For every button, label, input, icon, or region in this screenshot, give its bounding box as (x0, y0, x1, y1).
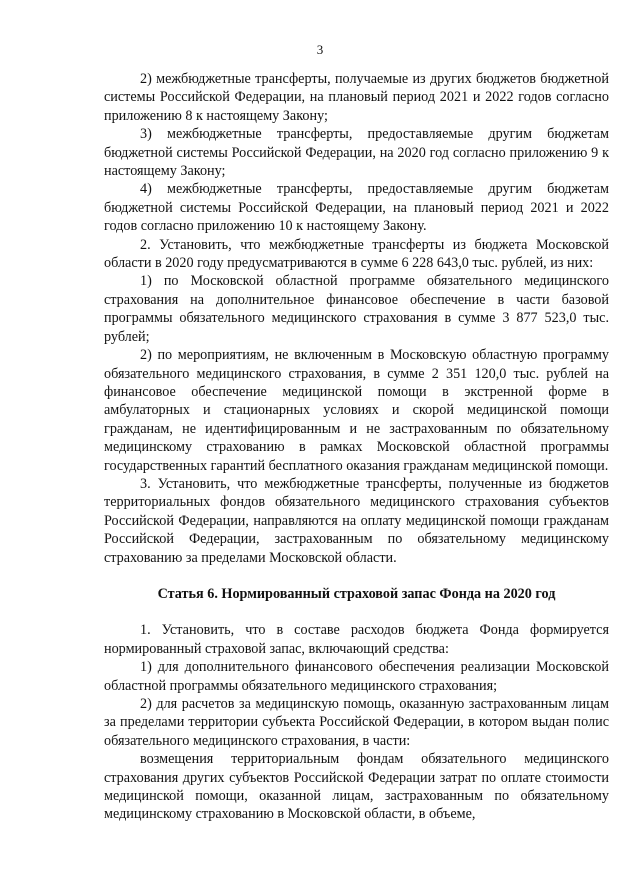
article-heading: Статья 6. Нормированный страховой запас Фонда на 2020 год (157, 585, 556, 602)
paragraph: 1. Установить, что в составе расходов бюджета Фонда формируется нормированный страховой запас, включающий средства: (104, 622, 609, 657)
paragraph: 3. Установить, что межбюджетные трансферты, полученные из бюджетов территориальных фондов обязательного медицинского страхования субъектов Российской Федерации, направляются на оплату медицинской помощи гражданам Российской Федерации, застрахованным по обязательному медицинскому страхованию за пределами Московской области. (104, 475, 609, 566)
document-body (104, 70, 609, 824)
paragraph: 3) межбюджетные трансферты, предоставляемые другим бюджетам бюджетной системы Российской Федерации, на 2020 год согласно приложению 9 к настоящему Закону; (104, 126, 609, 180)
paragraph: 2) по мероприятиям, не включенным в Московскую областную программу обязательного медицинского страхования, в сумме 2 351 120,0 тыс. рублей на финансовое обеспечение медицинской помощи в экстренной форме в амбулаторных и стационарных условиях и скорой медицинской помощи гражданам, не идентифицированным и не застрахованным по обязательному медицинскому страхованию в рамках Московской областной программы государственных гарантий бесплатного оказания гражданам медицинской помощи. (104, 347, 609, 474)
page-number: 3 (316, 42, 324, 57)
paragraph: возмещения территориальным фондам обязательного медицинского страхования других субъектов Российской Федерации затрат по оплате стоимости медицинской помощи, оказанной лицам, застрахованным по обязательному медицинскому страхованию в Московской области, в объеме, (104, 751, 609, 823)
paragraph: 1) для дополнительного финансового обеспечения реализации Московской областной программы обязательного медицинского страхования; (104, 659, 609, 694)
paragraph: 4) межбюджетные трансферты, предоставляемые другим бюджетам бюджетной системы Российской Федерации, на плановый период 2021 и 2022 годов согласно приложению 10 к настоящему Закону. (104, 181, 609, 235)
paragraph: 2) межбюджетные трансферты, получаемые из других бюджетов бюджетной системы Российской Федерации, на плановый период 2021 и 2022 годов согласно приложению 8 к настоящему Закону; (104, 71, 609, 124)
paragraph: 2. Установить, что межбюджетные трансферты из бюджета Московской области в 2020 году предусматриваются в сумме 6 228 643,0 тыс. рублей, из них: (104, 236, 609, 272)
paragraph: 2) для расчетов за медицинскую помощь, оказанную застрахованным лицам за пределами территории субъекта Российской Федерации, в котором выдан полис обязательного медицинского страхования, в части: (104, 696, 609, 749)
paragraph: 1) по Московской областной программе обязательного медицинского страхования на дополнительное финансовое обеспечение в части базовой программы обязательного медицинского страхования в сумме 3 877 523,0 тыс. рублей; (104, 273, 609, 345)
